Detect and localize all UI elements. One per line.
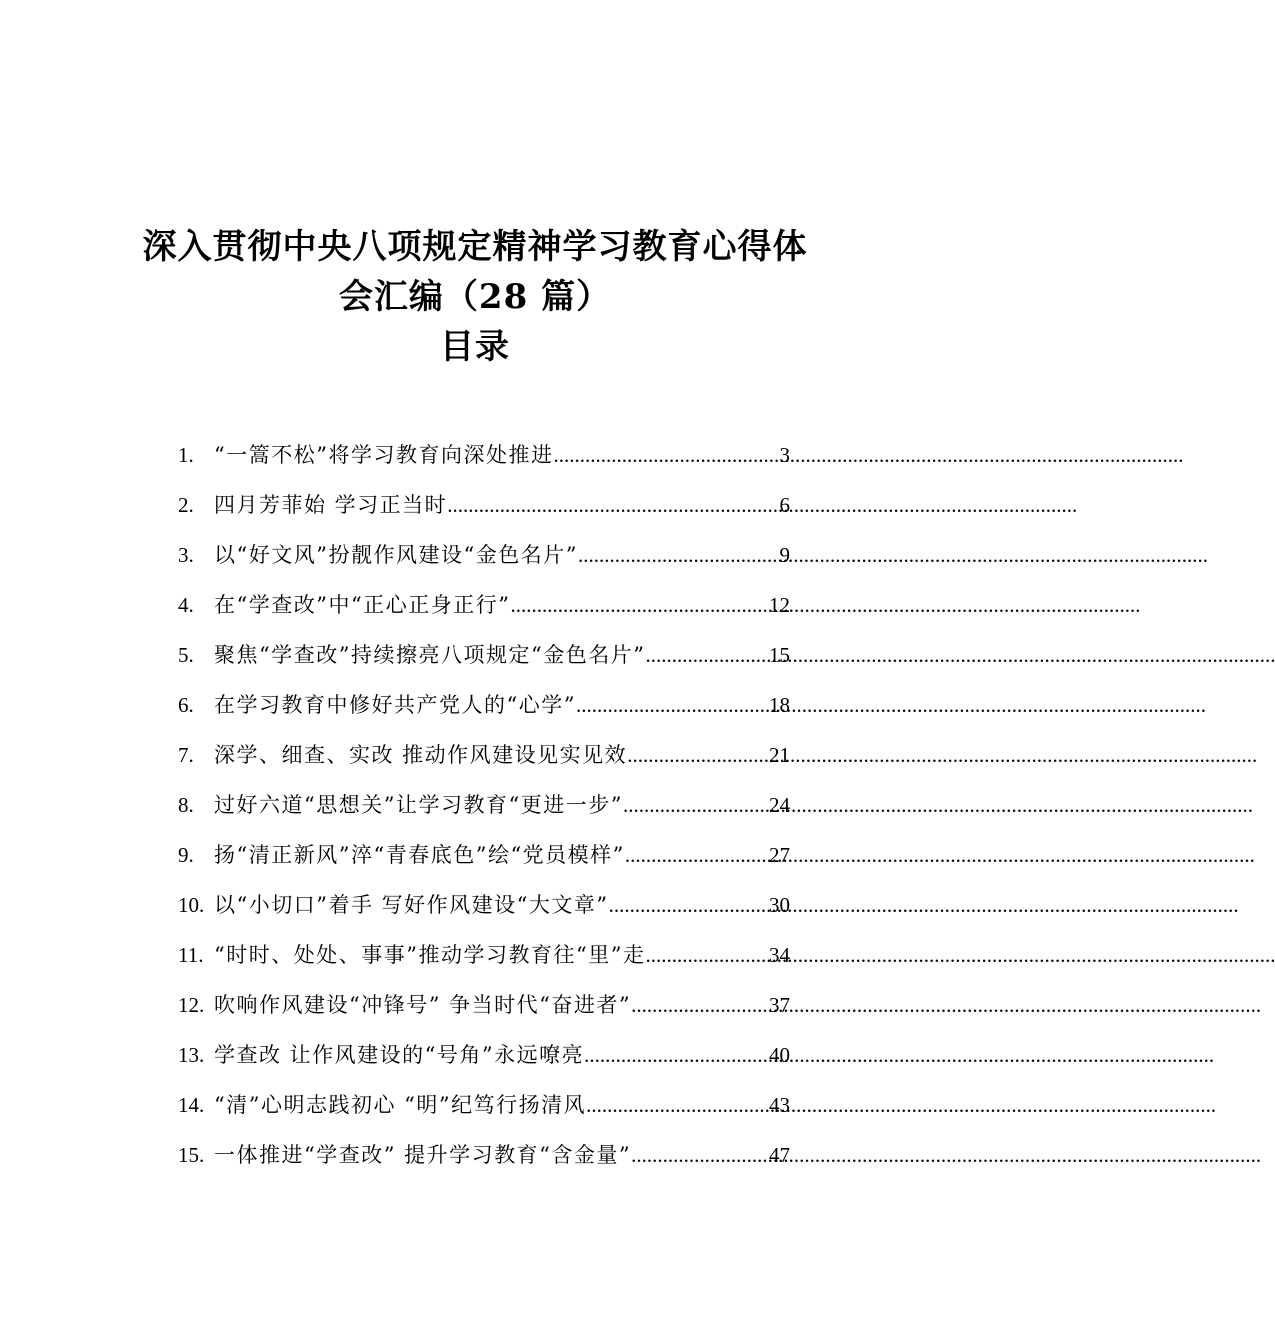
toc-entry[interactable] [178, 930, 790, 980]
toc-entry-leader-dots [645, 630, 769, 680]
toc-entry-title: 深学、细查、实改 推动作风建设见实见效 [214, 743, 628, 767]
toc-entry-title: 以“小切口”着手 写好作风建设“大文章” [214, 893, 609, 917]
toc-entry-leader-dots [631, 1130, 769, 1180]
toc-entry-page-number: 18 [769, 693, 790, 717]
toc-entry-number: 3. [178, 543, 194, 567]
toc-entry[interactable] [178, 880, 790, 930]
toc-entry[interactable] [178, 630, 790, 680]
toc-entry-number: 13. [178, 1043, 205, 1067]
toc-entry-page-number: 27 [769, 843, 790, 867]
toc-entry-number: 9. [178, 843, 194, 867]
toc-entry-leader-dots [584, 1030, 769, 1080]
toc-entry-title: 扬“清正新风”淬“青春底色”绘“党员模样” [214, 843, 625, 867]
toc-entry-number: 2. [178, 493, 194, 517]
table-of-contents [178, 430, 790, 1180]
toc-entry[interactable] [178, 830, 790, 880]
toc-entry-number: 8. [178, 793, 194, 817]
toc-entry-leader-dots [576, 680, 769, 730]
toc-entry-page-number: 37 [769, 993, 790, 1017]
toc-entry-page-number: 43 [769, 1093, 790, 1117]
toc-entry-number: 1. [178, 443, 194, 467]
toc-entry-title: 学查改 让作风建设的“号角”永远嘹亮 [214, 1043, 585, 1067]
toc-entry[interactable] [178, 1080, 790, 1130]
toc-entry-page-number: 15 [769, 643, 790, 667]
toc-entry-number: 10. [178, 893, 205, 917]
toc-entry-leader-dots [578, 530, 780, 580]
toc-entry-number: 12. [178, 993, 205, 1017]
toc-entry-title: 在“学查改”中“正心正身正行” [214, 593, 511, 617]
toc-entry-number: 11. [178, 943, 204, 967]
toc-entry-title: 聚焦“学查改”持续擦亮八项规定“金色名片” [214, 643, 646, 667]
toc-entry-number: 6. [178, 693, 194, 717]
toc-entry-leader-dots [609, 880, 769, 930]
toc-entry-page-number: 9 [779, 543, 790, 567]
toc-entry-title: 过好六道“思想关”让学习教育“更进一步” [214, 793, 623, 817]
toc-entry-number: 7. [178, 743, 194, 767]
toc-entry[interactable] [178, 980, 790, 1030]
toc-heading: 目录 [440, 327, 510, 367]
title-line-2: 会汇编（28 篇） [338, 277, 612, 317]
toc-entry-leader-dots [645, 930, 769, 980]
toc-entry[interactable] [178, 530, 790, 580]
toc-entry-leader-dots [623, 780, 769, 830]
toc-entry-title: 四月芳菲始 学习正当时 [214, 493, 448, 517]
toc-entry-title: 一体推进“学查改” 提升学习教育“含金量” [214, 1143, 632, 1167]
toc-entry-title: 吹响作风建设“冲锋号” 争当时代“奋进者” [214, 993, 632, 1017]
toc-entry-number: 4. [178, 593, 194, 617]
toc-entry-title: 在学习教育中修好共产党人的“心学” [214, 693, 576, 717]
toc-entry-page-number: 21 [769, 743, 790, 767]
toc-entry-leader-dots [631, 980, 769, 1030]
toc-entry[interactable] [178, 430, 790, 480]
document-title [0, 222, 950, 372]
toc-entry-page-number: 6 [779, 493, 790, 517]
toc-entry-page-number: 40 [769, 1043, 790, 1067]
toc-entry-number: 14. [178, 1093, 205, 1117]
title-line-1: 深入贯彻中央八项规定精神学习教育心得体 [142, 227, 808, 267]
toc-entry-number: 15. [178, 1143, 205, 1167]
toc-entry[interactable] [178, 730, 790, 780]
toc-entry-leader-dots [625, 830, 769, 880]
toc-entry-title: “清”心明志践初心 “明”纪笃行扬清风 [214, 1093, 587, 1117]
toc-entry-page-number: 47 [769, 1143, 790, 1167]
toc-entry-leader-dots [447, 480, 779, 530]
toc-entry[interactable] [178, 580, 790, 630]
toc-entry-title: 以“好文风”扮靓作风建设“金色名片” [214, 543, 578, 567]
toc-entry-leader-dots [627, 730, 769, 780]
toc-entry[interactable] [178, 1030, 790, 1080]
toc-entry-page-number: 24 [769, 793, 790, 817]
toc-entry-page-number: 12 [769, 593, 790, 617]
toc-entry[interactable] [178, 780, 790, 830]
toc-entry-leader-dots [586, 1080, 769, 1130]
toc-entry-page-number: 34 [769, 943, 790, 967]
toc-entry-page-number: 30 [769, 893, 790, 917]
toc-entry-leader-dots [553, 430, 779, 480]
toc-entry-title: “一篙不松”将学习教育向深处推进 [214, 443, 554, 467]
toc-entry-page-number: 3 [779, 443, 790, 467]
toc-entry[interactable] [178, 1130, 790, 1180]
toc-entry-number: 5. [178, 643, 194, 667]
toc-entry-leader-dots [510, 580, 769, 630]
toc-entry[interactable] [178, 680, 790, 730]
toc-entry[interactable] [178, 480, 790, 530]
toc-entry-title: “时时、处处、事事”推动学习教育往“里”走 [214, 943, 646, 967]
